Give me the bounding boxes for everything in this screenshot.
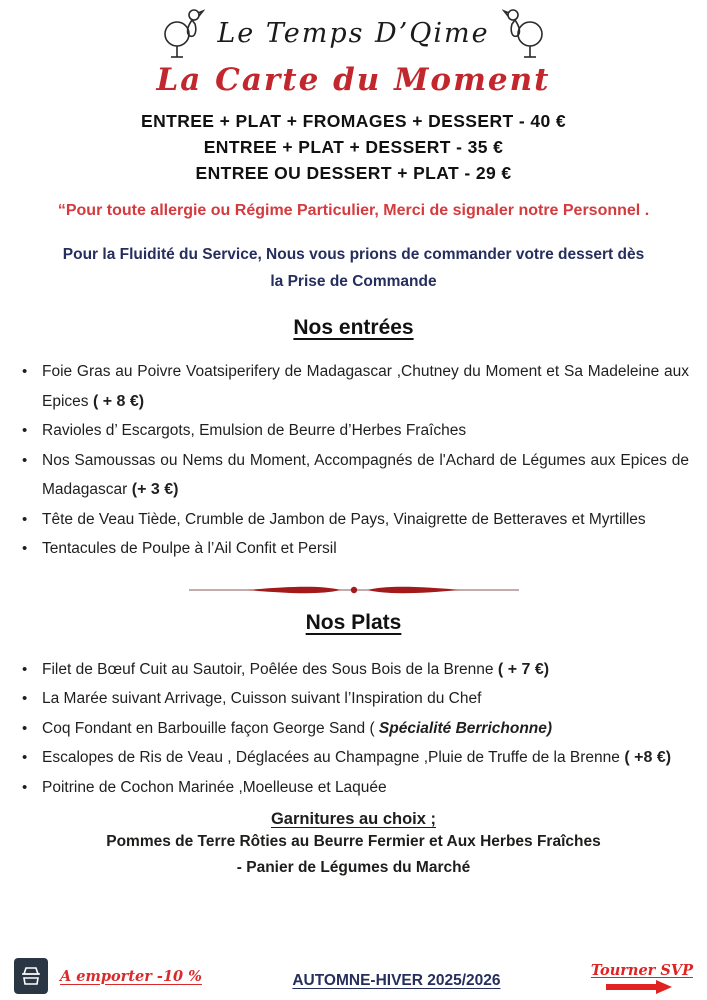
menu-item: • Tête de Veau Tiède, Crumble de Jambon de Pays, Vinaigrette de Betteraves et Myrtilles — [16, 505, 689, 535]
restaurant-name: Le Temps D’Qime — [217, 17, 490, 49]
formula-list — [14, 108, 693, 186]
takeaway-block — [14, 958, 202, 994]
season-label: AUTOMNE-HIVER 2025/2026 — [292, 972, 501, 989]
menu-item: • Nos Samoussas ou Nems du Moment, Accompagnés de l'Achard de Légumes aux Epices de Madagascar (+ 3 €) — [16, 446, 689, 505]
formula-line: ENTREE OU DESSERT + PLAT - 29 € — [195, 163, 512, 183]
garnish-line: Pommes de Terre Rôties au Beurre Fermier et Aux Herbes Fraîches — [106, 833, 601, 850]
menu-item: • Ravioles d’ Escargots, Emulsion de Beurre d’Herbes Fraîches — [16, 416, 689, 446]
formula-line: ENTREE + PLAT + FROMAGES + DESSERT - 40 € — [141, 111, 566, 131]
formula-line: ENTREE + PLAT + DESSERT - 35 € — [203, 137, 504, 157]
allergy-notice: “Pour toute allergie ou Régime Particulier, Merci de signaler notre Personnel . — [57, 202, 650, 219]
section-title-plats: Nos Plats — [305, 610, 402, 634]
garnish-title: Garnitures au choix ; — [270, 810, 437, 828]
takeaway-label: A emporter -10 % — [60, 967, 202, 985]
turn-page-block — [591, 962, 693, 994]
footer — [14, 948, 693, 996]
plats-list — [14, 655, 693, 803]
menu-item: • Escalopes de Ris de Veau , Déglacées au Champagne ,Pluie de Truffe de la Brenne ( +8 €) — [16, 743, 689, 773]
garnish-block — [14, 810, 693, 881]
service-notice: Pour la Fluidité du Service, Nous vous prions de commander votre dessert dès la Prise de Commande — [62, 246, 645, 290]
menu-item: • Filet de Bœuf Cuit au Sautoir, Poêlée des Sous Bois de la Brenne ( + 7 €) — [16, 655, 689, 685]
menu-item: • Coq Fondant en Barbouille façon George Sand ( Spécialité Berrichonne) — [16, 714, 689, 744]
ornamental-divider — [189, 581, 519, 599]
garnish-line: - Panier de Légumes du Marché — [236, 859, 471, 876]
section-title-entrees: Nos entrées — [293, 316, 414, 339]
menu-title: La Carte du Moment — [156, 62, 551, 98]
menu-item: • La Marée suivant Arrivage, Cuisson suivant l’Inspiration du Chef — [16, 684, 689, 714]
restaurant-logo — [14, 6, 693, 60]
menu-item: • Foie Gras au Poivre Voatsiperifery de Madagascar ,Chutney du Moment et Sa Madeleine aux Epices ( + 8 €) — [16, 357, 689, 416]
turn-page-label: Tourner SVP — [590, 962, 693, 979]
menu-item: • Tentacules de Poulpe à l’Ail Confit et Persil — [16, 534, 689, 564]
right-arrow-icon — [606, 980, 672, 994]
menu-item: • Poitrine de Cochon Marinée ,Moelleuse et Laquée — [16, 773, 689, 803]
entrees-list — [14, 357, 693, 564]
wine-glass-bird-right-icon — [502, 7, 546, 59]
takeout-box-icon — [14, 958, 48, 994]
wine-glass-bird-left-icon — [161, 7, 205, 59]
